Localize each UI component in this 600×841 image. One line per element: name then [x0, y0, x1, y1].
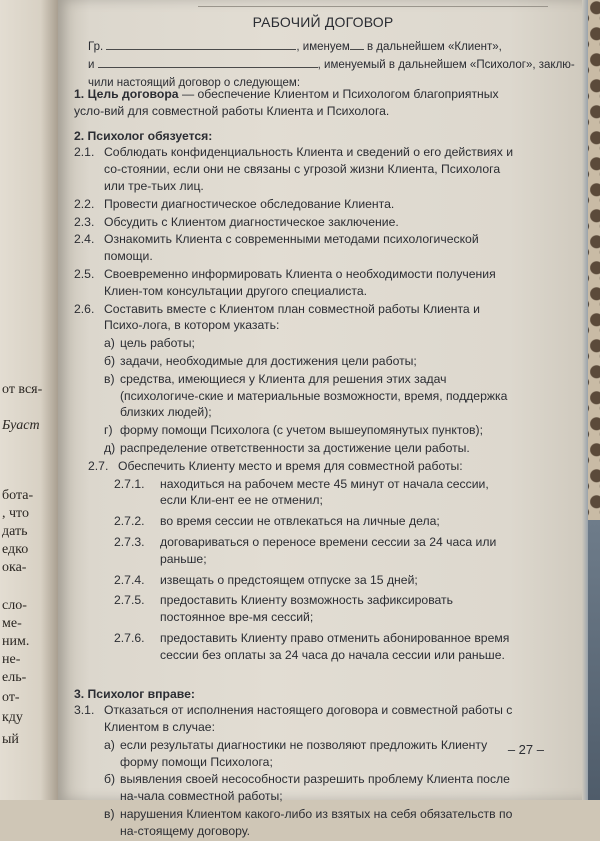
subclause-2-6-g	[104, 422, 514, 439]
clause-text: Обсудить с Клиентом диагностическое заключение.	[104, 214, 399, 229]
clause-2-7	[88, 458, 514, 475]
subclause-text: форму помощи Психолога (с учетом вышеупомянутых пунктов);	[120, 423, 483, 438]
page-number: – 27 –	[507, 742, 544, 757]
left-text-fragment: дать	[2, 524, 28, 539]
subclause-text: предоставить Клиенту возможность зафиксировать постоянное вре-мя сессий;	[160, 593, 453, 625]
intro-line-1	[88, 38, 508, 56]
clause-2-6	[74, 301, 514, 335]
clause-2-1	[74, 144, 514, 194]
subclause-number: 2.7.6.	[114, 630, 145, 645]
clause-text: Составить вместе с Клиентом план совместной работы Клиента и Психо-лога, в котором указать:	[104, 301, 480, 333]
document-body	[74, 86, 514, 841]
section-2-heading: 2. Психолог обязуется:	[74, 128, 213, 143]
subclause-2-6-a	[104, 335, 514, 352]
subclause-number: 2.7.1.	[114, 476, 145, 491]
subclause-letter: а)	[104, 737, 115, 752]
subclause-3-1-v	[104, 806, 514, 840]
clause-number: 2.6.	[74, 301, 95, 316]
subclause-2-6-d	[104, 440, 514, 457]
subclause-letter: б)	[104, 353, 116, 368]
clause-number: 2.3.	[74, 214, 95, 229]
clause-number: 2.2.	[74, 196, 95, 211]
clause-number: 3.1.	[74, 703, 95, 718]
clause-number: 2.4.	[74, 232, 95, 247]
left-text-fragment: ме-	[2, 616, 22, 631]
subclause-2-7-4	[114, 572, 514, 589]
subclause-text: договариваться о переносе времени сессии за 24 часа или раньше;	[160, 534, 497, 566]
left-text-fragment: не-	[2, 652, 21, 667]
left-text-fragment: ним.	[2, 634, 30, 649]
clause-number: 2.5.	[74, 266, 95, 281]
clause-text: Ознакомить Клиента с современными методами психологической помощи.	[104, 232, 479, 264]
subclause-text: средства, имеющиеся у Клиента для решения этих задач (психологиче-ские и материальные возможности, время, поддержка близких людей);	[120, 371, 508, 420]
clause-text: Своевременно информировать Клиента о необходимости получения Клиен-том консультации другого специалиста.	[104, 266, 496, 298]
subclause-letter: г)	[104, 423, 113, 438]
left-text-fragment: ый	[2, 732, 19, 747]
left-text-fragment: , что	[2, 506, 29, 521]
subclause-2-7-1	[114, 476, 514, 510]
subclause-letter: б)	[104, 772, 116, 787]
subclause-text: распределение ответственности за достижение цели работы.	[120, 440, 470, 455]
subclause-text: во время сессии не отвлекаться на личные дела;	[160, 514, 440, 529]
left-text-fragment: от-	[2, 690, 20, 705]
subclause-3-1-a	[104, 737, 514, 771]
clause-text: Соблюдать конфиденциальность Клиента и сведений о его действиях и со-стоянии, если они не связаны с угрозой жизни Клиента, Психолога или тре-тьих лиц.	[104, 145, 514, 193]
subclause-letter: в)	[104, 807, 115, 822]
subclause-letter: в)	[104, 371, 115, 386]
left-facing-page	[0, 0, 58, 800]
clause-text: Провести диагностическое обследование Клиента.	[104, 196, 395, 211]
left-text-fragment: кду	[2, 710, 23, 725]
clause-2-4	[74, 231, 514, 265]
intro-text: , именуемый в дальнейшем «Психолог», заклю-	[317, 59, 575, 71]
subclause-letter: д)	[104, 440, 116, 455]
suffix-blank	[350, 38, 364, 50]
subclause-text: цель работы;	[120, 336, 195, 351]
left-text-fragment: ока-	[2, 560, 27, 575]
subclause-text: находиться на рабочем месте 45 минут от начала сессии, если Кли-ент ее не отменил;	[160, 476, 489, 508]
section-number: 1.	[74, 87, 85, 101]
intro-line-2	[88, 56, 575, 74]
section-heading: Цель договора	[87, 87, 179, 101]
left-text-fragment: Буаст	[2, 418, 40, 433]
subclause-2-7-3	[114, 534, 514, 568]
clause-2-5	[74, 266, 514, 300]
intro-text: и	[88, 59, 95, 71]
document-page	[58, 0, 588, 838]
intro-block	[88, 38, 575, 92]
subclause-text: предоставить Клиенту право отменить абонированное время сессии без оплаты за 24 часа до начала сессии или раньше.	[160, 630, 510, 662]
clause-text: Обеспечить Клиенту место и время для совместной работы:	[118, 458, 463, 473]
subclause-text: извещать о предстоящем отпуске за 15 дней;	[160, 572, 418, 587]
subclause-number: 2.7.3.	[114, 534, 145, 549]
left-text-fragment: ель-	[2, 670, 27, 685]
subclause-text: выявления своей несособности разрешить проблему Клиента после на-чала совместной работы;	[120, 772, 510, 804]
intro-text: в дальнейшем «Клиент»,	[366, 41, 502, 53]
page-edge	[582, 0, 588, 800]
subclause-letter: а)	[104, 336, 115, 351]
subclause-number: 2.7.4.	[114, 572, 145, 587]
subclause-2-7-5	[114, 592, 514, 626]
clause-number: 2.7.	[88, 458, 109, 473]
clause-3-1	[74, 702, 514, 736]
intro-text: , именуем	[296, 41, 350, 53]
subclause-2-7-2	[114, 513, 514, 530]
document-title: РАБОЧИЙ ДОГОВОР	[252, 14, 394, 30]
left-text-fragment: едко	[2, 542, 29, 557]
header-rule	[198, 6, 548, 7]
subclause-text: нарушения Клиентом какого-либо из взятых на себя обязательств по на-стоящему договору.	[120, 807, 513, 838]
subclause-2-6-b	[104, 353, 514, 370]
clause-text: Отказаться от исполнения настоящего договора и совместной работы с Клиентом в случае:	[104, 703, 513, 735]
subclause-text: если результаты диагностики не позволяют предложить Клиенту форму помощи Психолога;	[120, 737, 488, 769]
subclause-number: 2.7.5.	[114, 593, 145, 608]
section-3-heading: 3. Психолог вправе:	[74, 686, 195, 701]
section-text: — обеспечение Клиентом и Психологом благоприятных усло-вий для совместной работы Клиента и Психолога.	[74, 87, 499, 118]
subclause-number: 2.7.2.	[114, 514, 145, 529]
clause-number: 2.1.	[74, 145, 95, 160]
left-text-fragment: от вся-	[2, 382, 43, 397]
left-text-fragment: сло-	[2, 598, 27, 613]
intro-text: Гр.	[88, 41, 104, 53]
subclause-2-7-6	[114, 630, 514, 664]
clause-2-3	[74, 214, 514, 231]
name-blank	[98, 56, 318, 68]
subclause-2-6-v	[104, 371, 514, 421]
subclause-text: задачи, необходимые для достижения цели работы;	[120, 353, 417, 368]
intro-line-3: чили настоящий договор о следующем:	[88, 77, 301, 89]
subclause-3-1-b	[104, 771, 514, 805]
left-text-fragment: бота-	[2, 488, 34, 503]
name-blank	[106, 38, 296, 50]
clause-2-2	[74, 196, 514, 213]
section-1	[74, 86, 514, 120]
